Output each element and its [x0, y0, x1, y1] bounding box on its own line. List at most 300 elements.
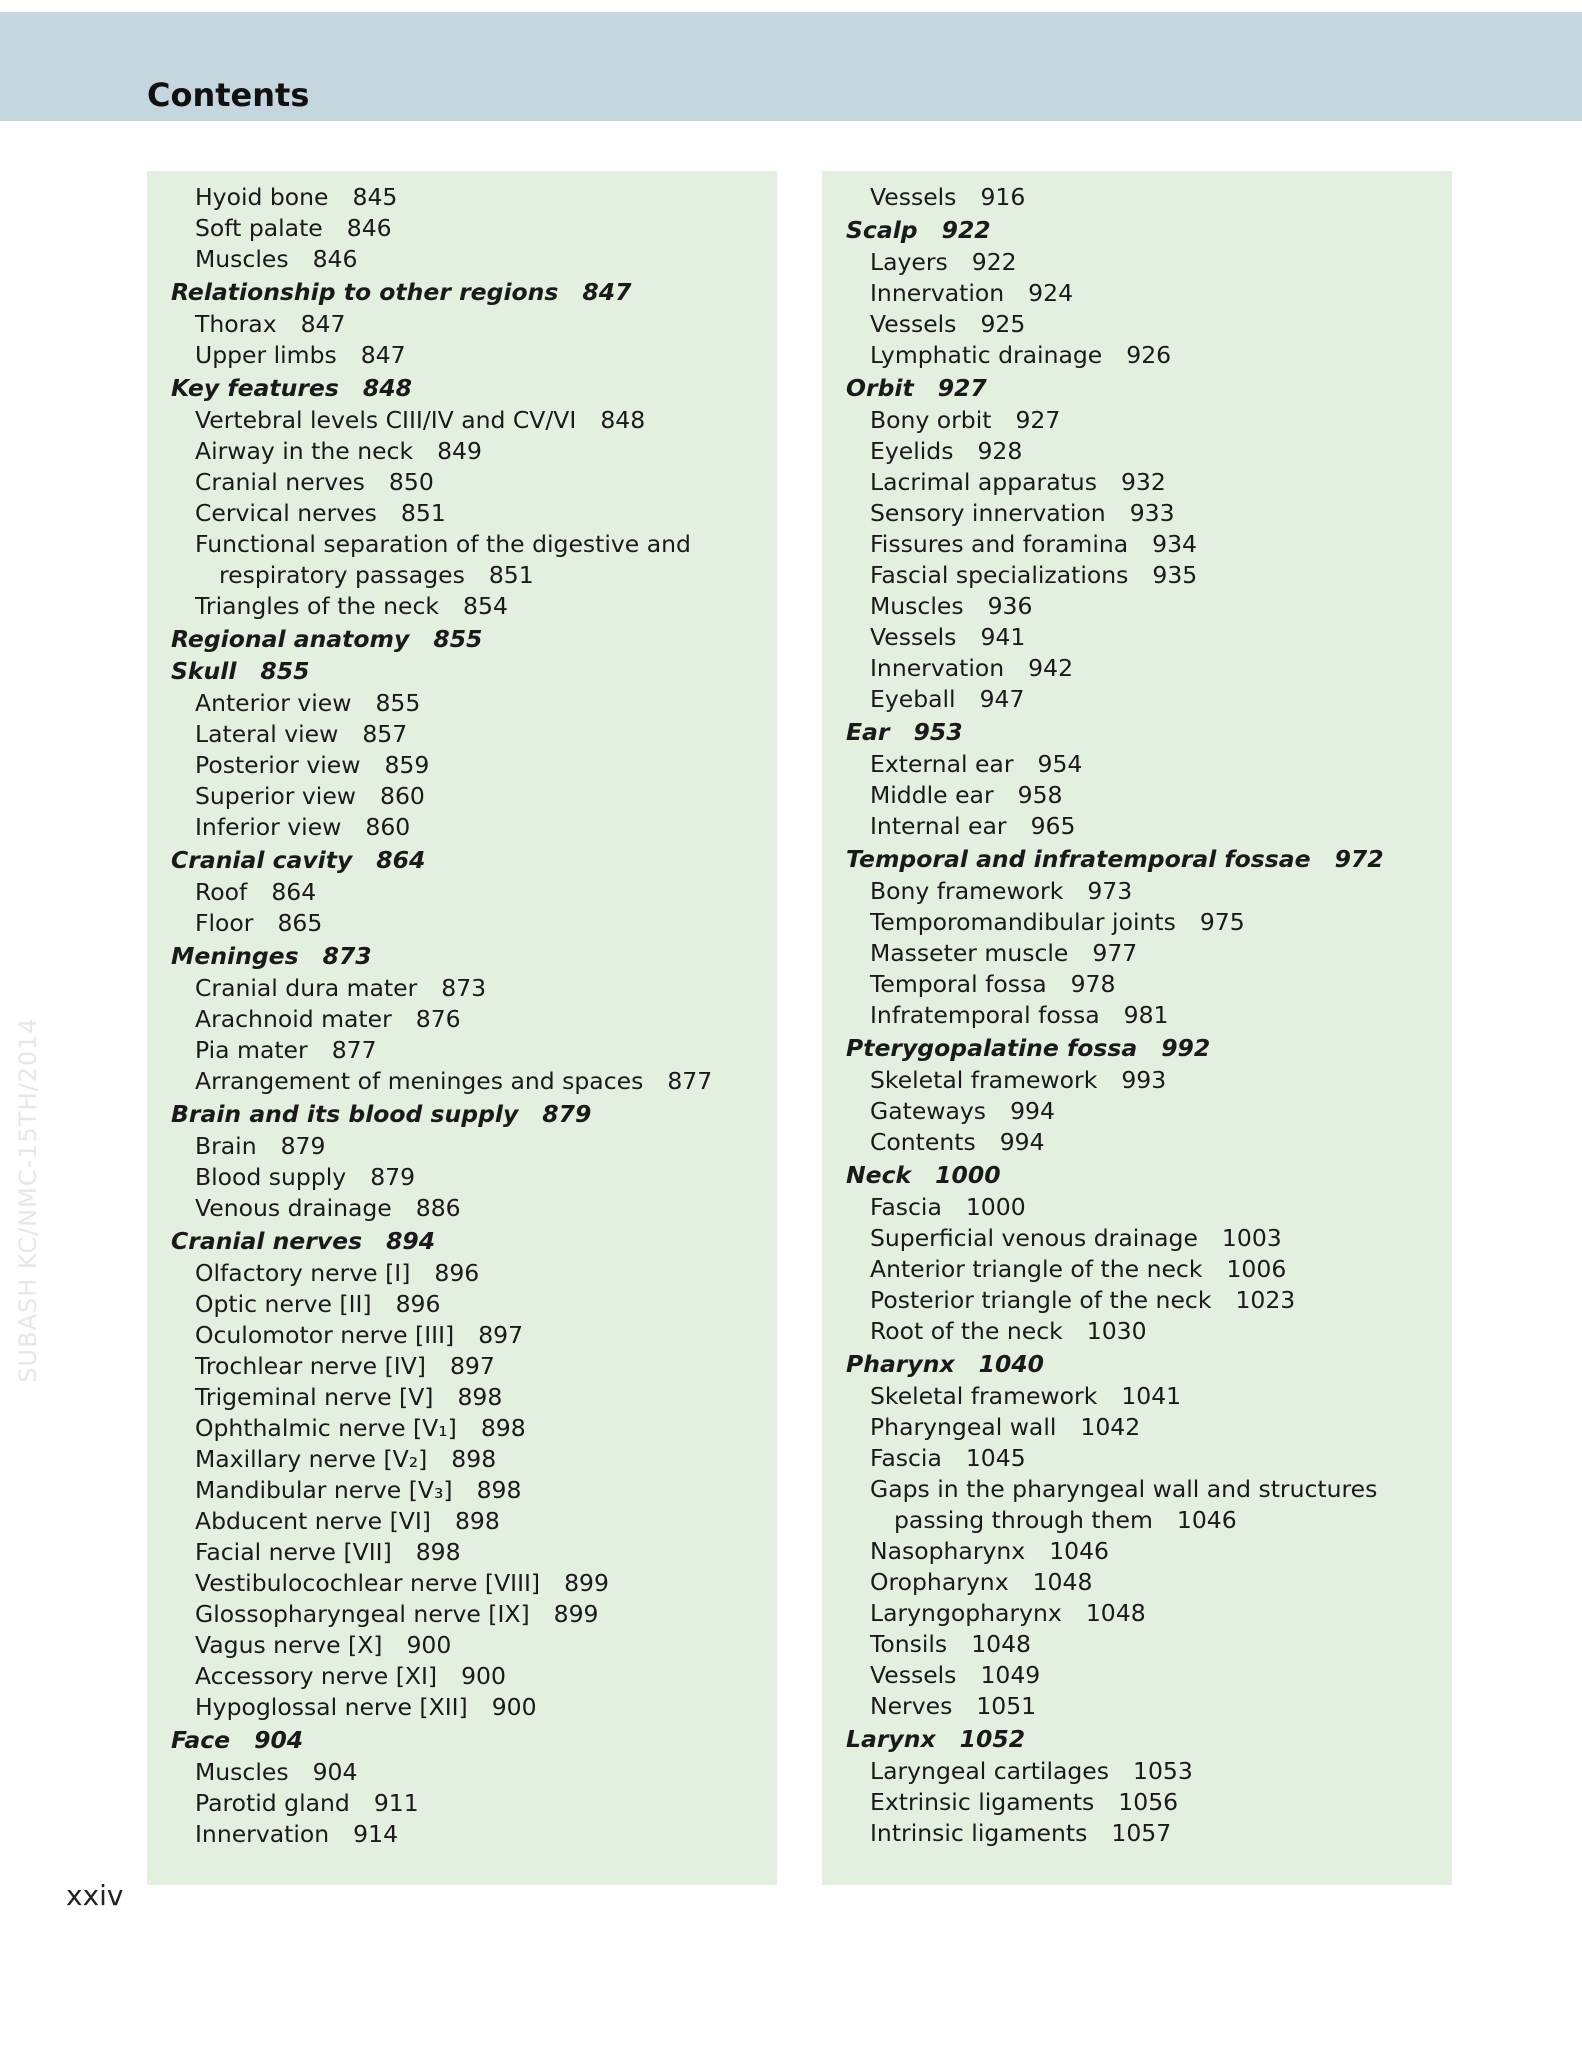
toc-entry-title: Bony framework [870, 877, 1064, 905]
toc-entry[interactable] [822, 653, 1452, 684]
toc-entry-page: 848 [600, 406, 646, 434]
toc-entry[interactable] [147, 1351, 777, 1382]
toc-section-heading[interactable] [147, 277, 777, 307]
toc-entry[interactable] [147, 1066, 777, 1097]
toc-entry[interactable] [822, 247, 1452, 278]
toc-entry-title: Oropharynx [870, 1568, 1009, 1596]
toc-entry[interactable] [822, 1412, 1452, 1443]
toc-entry[interactable] [822, 1127, 1452, 1158]
toc-entry-page: 845 [352, 183, 398, 211]
toc-entry-title: Vessels [870, 1661, 957, 1689]
toc-section-heading[interactable] [147, 373, 777, 403]
toc-entry-title: Glossopharyngeal nerve [IX] [195, 1600, 530, 1628]
toc-entry-page: 898 [415, 1538, 461, 1566]
toc-entry-title: Maxillary nerve [V₂] [195, 1445, 428, 1473]
toc-entry-title: Pia mater [195, 1036, 308, 1064]
toc-entry-page: 904 [312, 1758, 358, 1786]
toc-entry-title: Upper limbs [195, 341, 337, 369]
toc-entry-title: Fascia [870, 1444, 942, 1472]
toc-entry-page: 848 [362, 374, 412, 402]
toc-entry-page: 994 [1010, 1097, 1055, 1125]
toc-entry-page: 879 [542, 1100, 592, 1128]
toc-entry-title: Face [171, 1726, 231, 1754]
toc-entry[interactable] [822, 1598, 1452, 1629]
toc-entry-page: 1048 [1032, 1568, 1093, 1596]
toc-entry[interactable] [822, 309, 1452, 340]
toc-entry-title: Vessels [870, 183, 957, 211]
toc-entry[interactable] [822, 560, 1452, 591]
toc-entry-page: 857 [362, 720, 408, 748]
toc-section-heading[interactable] [147, 1099, 777, 1129]
toc-entry-page: 855 [375, 689, 421, 717]
toc-entry-page: 898 [457, 1383, 503, 1411]
toc-entry-page: 846 [346, 214, 392, 242]
toc-entry-page: 850 [388, 468, 434, 496]
toc-entry-title: Vessels [870, 310, 957, 338]
toc-entry-title: Ear [846, 718, 890, 746]
toc-entry-page: 1052 [959, 1725, 1026, 1753]
toc-entry-title: Blood supply [195, 1163, 347, 1191]
toc-entry-page: 932 [1120, 468, 1166, 496]
toc-entry-title: Thorax [195, 310, 277, 338]
toc-entry-title: Muscles [195, 245, 289, 273]
toc-entry-title: Pterygopalatine fossa [846, 1034, 1138, 1062]
toc-entry-page: 898 [451, 1445, 497, 1473]
toc-entry-title: Infratemporal fossa [870, 1001, 1100, 1029]
toc-entry[interactable] [822, 1536, 1452, 1567]
toc-entry-page: 977 [1092, 939, 1138, 967]
toc-entry[interactable] [822, 182, 1452, 213]
toc-entry-page: 994 [999, 1128, 1045, 1156]
toc-entry-title: Cranial dura mater [195, 974, 418, 1002]
toc-entry-page: 927 [937, 374, 987, 402]
toc-section-heading[interactable] [147, 1725, 777, 1755]
toc-entry-page: 975 [1199, 908, 1245, 936]
toc-entry[interactable] [147, 1788, 777, 1819]
toc-entry[interactable] [147, 1661, 777, 1692]
toc-entry[interactable] [147, 750, 777, 781]
toc-entry-page: 865 [277, 909, 323, 937]
toc-entry-page: 899 [553, 1600, 599, 1628]
toc-entry-page: 1000 [935, 1161, 1001, 1189]
toc-entry[interactable] [822, 1818, 1452, 1849]
toc-entry-title: Layers [870, 248, 948, 276]
toc-entry-title: Lacrimal apparatus [870, 468, 1097, 496]
toc-entry[interactable] [147, 309, 777, 340]
toc-entry-title: Internal ear [870, 812, 1007, 840]
toc-entry-title: Cranial cavity [171, 846, 353, 874]
toc-entry-title: Nerves [870, 1692, 953, 1720]
toc-entry-title: Cranial nerves [195, 468, 365, 496]
toc-section-heading[interactable] [822, 373, 1452, 403]
toc-entry[interactable] [822, 436, 1452, 467]
toc-entry[interactable] [822, 1474, 1452, 1536]
toc-entry[interactable] [822, 405, 1452, 436]
toc-entry-page: 1048 [1085, 1599, 1146, 1627]
toc-entry[interactable] [822, 1629, 1452, 1660]
toc-section-heading[interactable] [147, 845, 777, 875]
toc-entry-title: Venous drainage [195, 1194, 392, 1222]
toc-entry[interactable] [147, 1506, 777, 1537]
toc-entry[interactable] [147, 908, 777, 939]
toc-entry-page: 1048 [971, 1630, 1031, 1658]
toc-entry-title: Muscles [870, 592, 964, 620]
toc-section-heading[interactable] [822, 1160, 1452, 1190]
toc-entry[interactable] [822, 1065, 1452, 1096]
toc-entry-title: Superficial venous drainage [870, 1224, 1198, 1252]
toc-entry[interactable] [822, 1316, 1452, 1347]
toc-entry-page: 981 [1123, 1001, 1169, 1029]
toc-entry[interactable] [822, 969, 1452, 1000]
toc-section-heading[interactable] [822, 1724, 1452, 1754]
toc-entry-title: Scalp [846, 216, 918, 244]
toc-entry-title: Posterior triangle of the neck [870, 1286, 1212, 1314]
toc-entry-title: Fascial specializations [870, 561, 1129, 589]
toc-entry-page: 972 [1334, 845, 1384, 873]
toc-entry-page: 1046 [1049, 1537, 1109, 1565]
toc-entry[interactable] [822, 684, 1452, 715]
toc-section-heading[interactable] [822, 1033, 1452, 1063]
toc-entry-page: 925 [980, 310, 1026, 338]
toc-entry[interactable] [822, 1254, 1452, 1285]
toc-entry-page: 900 [491, 1693, 537, 1721]
toc-entry[interactable] [147, 1537, 777, 1568]
toc-entry[interactable] [147, 591, 777, 622]
toc-entry-title: Roof [195, 878, 248, 906]
toc-entry[interactable] [147, 1289, 777, 1320]
toc-entry-page: 1006 [1226, 1255, 1287, 1283]
toc-entry-page: 860 [380, 782, 425, 810]
toc-entry[interactable] [147, 1568, 777, 1599]
toc-section-heading[interactable] [147, 624, 777, 654]
toc-entry-title: Vestibulocochlear nerve [VIII] [195, 1569, 541, 1597]
toc-entry-page: 1057 [1111, 1819, 1172, 1847]
toc-section-heading[interactable] [822, 1349, 1452, 1379]
toc-entry-page: 898 [480, 1414, 526, 1442]
toc-entry-title: Skull [171, 657, 237, 685]
toc-entry-page: 899 [564, 1569, 609, 1597]
toc-entry-title: Regional anatomy [171, 625, 410, 653]
toc-column-right [822, 171, 1452, 1885]
toc-entry-title: Fissures and foramina [870, 530, 1129, 558]
toc-entry[interactable] [147, 1630, 777, 1661]
toc-entry-page: 877 [331, 1036, 377, 1064]
toc-entry-page: 992 [1161, 1034, 1211, 1062]
toc-entry[interactable] [147, 1035, 777, 1066]
toc-entry[interactable] [822, 1787, 1452, 1818]
toc-entry[interactable] [822, 1660, 1452, 1691]
toc-entry-title: Airway in the neck [195, 437, 414, 465]
toc-entry-page: 879 [280, 1132, 326, 1160]
toc-entry-page: 1049 [980, 1661, 1041, 1689]
toc-entry-page: 927 [1015, 406, 1061, 434]
toc-entry-page: 1003 [1221, 1224, 1282, 1252]
toc-entry-page: 864 [271, 878, 317, 906]
toc-entry-title: Functional separation of the digestive and respiratory passages [195, 530, 691, 589]
toc-entry[interactable] [147, 1193, 777, 1224]
toc-entry[interactable] [147, 973, 777, 1004]
toc-entry-page: 879 [370, 1163, 416, 1191]
toc-entry-title: Parotid gland [195, 1789, 350, 1817]
toc-entry-title: Vertebral levels CIII/IV and CV/VI [195, 406, 577, 434]
toc-entry-title: Neck [846, 1161, 912, 1189]
toc-entry-title: Trochlear nerve [IV] [195, 1352, 426, 1380]
toc-entry-title: Triangles of the neck [195, 592, 440, 620]
toc-entry-page: 855 [433, 625, 483, 653]
toc-entry-page: 873 [441, 974, 487, 1002]
toc-entry-title: Oculomotor nerve [III] [195, 1321, 455, 1349]
toc-entry[interactable] [822, 1096, 1452, 1127]
toc-section-heading[interactable] [822, 844, 1452, 874]
toc-entry-page: 898 [454, 1507, 500, 1535]
toc-entry-title: Gaps in the pharyngeal wall and structures passing through them [870, 1475, 1378, 1534]
toc-entry-title: Temporal fossa [870, 970, 1047, 998]
toc-entry-page: 1041 [1121, 1382, 1182, 1410]
toc-entry[interactable] [147, 182, 777, 213]
toc-entry-title: Temporomandibular joints [870, 908, 1176, 936]
toc-section-heading[interactable] [147, 941, 777, 971]
toc-entry-page: 849 [437, 437, 482, 465]
page-number: xxiv [66, 1879, 124, 1912]
toc-entry-title: Eyelids [870, 437, 954, 465]
toc-entry-page: 876 [415, 1005, 461, 1033]
toc-entry-page: 993 [1121, 1066, 1167, 1094]
toc-entry[interactable] [147, 1444, 777, 1475]
toc-entry[interactable] [147, 877, 777, 908]
toc-entry-page: 1040 [978, 1350, 1045, 1378]
toc-entry[interactable] [147, 244, 777, 275]
toc-entry-title: Muscles [195, 1758, 289, 1786]
toc-entry-title: Cranial nerves [171, 1227, 363, 1255]
toc-entry-title: Eyeball [870, 685, 956, 713]
toc-entry[interactable] [822, 907, 1452, 938]
toc-entry[interactable] [822, 780, 1452, 811]
toc-entry-title: Brain [195, 1132, 257, 1160]
toc-entry-page: 958 [1017, 781, 1063, 809]
toc-entry-page: 922 [971, 248, 1017, 276]
toc-entry-page: 922 [941, 216, 991, 244]
toc-entry-page: 854 [463, 592, 508, 620]
toc-entry-title: Temporal and infratemporal fossae [846, 845, 1311, 873]
toc-entry[interactable] [147, 1599, 777, 1630]
toc-entry[interactable] [822, 1756, 1452, 1787]
toc-entry[interactable] [147, 1475, 777, 1506]
toc-entry-title: Facial nerve [VII] [195, 1538, 392, 1566]
toc-entry[interactable] [147, 1004, 777, 1035]
toc-entry-page: 1023 [1235, 1286, 1296, 1314]
toc-entry[interactable] [822, 1285, 1452, 1316]
toc-entry[interactable] [147, 719, 777, 750]
toc-entry[interactable] [147, 405, 777, 436]
toc-entry-title: Innervation [870, 279, 1005, 307]
toc-entry-page: 926 [1126, 341, 1172, 369]
toc-entry-title: Extrinsic ligaments [870, 1788, 1095, 1816]
toc-entry-page: 942 [1028, 654, 1074, 682]
toc-entry-page: 851 [400, 499, 446, 527]
toc-entry-title: Vessels [870, 623, 957, 651]
toc-entry[interactable] [147, 498, 777, 529]
toc-entry[interactable] [822, 1691, 1452, 1722]
toc-section-heading[interactable] [147, 1226, 777, 1256]
toc-entry-page: 1045 [965, 1444, 1026, 1472]
toc-entry[interactable] [822, 1223, 1452, 1254]
toc-entry-page: 916 [980, 183, 1026, 211]
page-title: Contents [147, 76, 310, 114]
toc-entry-page: 1046 [1176, 1506, 1237, 1534]
toc-entry-title: Innervation [195, 1820, 330, 1848]
toc-entry-title: Sensory innervation [870, 499, 1106, 527]
toc-entry-page: 924 [1028, 279, 1074, 307]
toc-entry-title: Trigeminal nerve [V] [195, 1383, 434, 1411]
toc-entry-page: 941 [980, 623, 1026, 651]
toc-section-heading[interactable] [822, 215, 1452, 245]
toc-entry-page: 897 [478, 1321, 524, 1349]
toc-entry[interactable] [822, 811, 1452, 842]
toc-entry[interactable] [147, 213, 777, 244]
toc-entry-title: Root of the neck [870, 1317, 1063, 1345]
toc-entry[interactable] [822, 1567, 1452, 1598]
toc-entry-page: 911 [373, 1789, 419, 1817]
toc-entry[interactable] [147, 1258, 777, 1289]
toc-entry[interactable] [147, 688, 777, 719]
toc-entry-title: Orbit [846, 374, 914, 402]
toc-entry-page: 1030 [1086, 1317, 1147, 1345]
toc-entry-title: Meninges [171, 942, 299, 970]
toc-entry-page: 953 [913, 718, 963, 746]
toc-entry-title: Anterior view [195, 689, 352, 717]
toc-entry-title: Lymphatic drainage [870, 341, 1103, 369]
toc-entry-page: 896 [395, 1290, 441, 1318]
toc-entry[interactable] [822, 498, 1452, 529]
toc-entry-page: 900 [406, 1631, 452, 1659]
toc-entry-title: Pharyngeal wall [870, 1413, 1057, 1441]
toc-entry[interactable] [147, 1692, 777, 1723]
toc-entry-title: Soft palate [195, 214, 323, 242]
toc-entry-page: 933 [1129, 499, 1175, 527]
toc-entry-page: 973 [1087, 877, 1133, 905]
toc-entry[interactable] [147, 529, 777, 591]
toc-entry[interactable] [147, 436, 777, 467]
toc-entry-page: 1053 [1133, 1757, 1193, 1785]
toc-entry[interactable] [147, 340, 777, 371]
toc-entry-title: Skeletal framework [870, 1066, 1098, 1094]
toc-entry[interactable] [822, 1381, 1452, 1412]
toc-entry-page: 1000 [965, 1193, 1026, 1221]
toc-entry[interactable] [147, 467, 777, 498]
toc-entry-page: 934 [1152, 530, 1198, 558]
toc-entry-title: Olfactory nerve [I] [195, 1259, 411, 1287]
toc-entry[interactable] [822, 1443, 1452, 1474]
toc-entry-page: 978 [1070, 970, 1116, 998]
toc-entry[interactable] [822, 278, 1452, 309]
toc-section-heading[interactable] [822, 717, 1452, 747]
toc-entry-title: Accessory nerve [XI] [195, 1662, 438, 1690]
toc-entry[interactable] [147, 1382, 777, 1413]
toc-entry-title: External ear [870, 750, 1014, 778]
toc-entry-title: Posterior view [195, 751, 361, 779]
toc-entry-title: Abducent nerve [VI] [195, 1507, 431, 1535]
toc-entry[interactable] [147, 1757, 777, 1788]
toc-entry-title: Nasopharynx [870, 1537, 1026, 1565]
toc-entry-title: Pharynx [846, 1350, 955, 1378]
toc-column-left [147, 171, 777, 1885]
toc-entry-title: Mandibular nerve [V₃] [195, 1476, 453, 1504]
toc-entry-title: Laryngopharynx [870, 1599, 1062, 1627]
toc-entry-title: Tonsils [870, 1630, 948, 1658]
toc-entry[interactable] [822, 529, 1452, 560]
toc-entry-page: 936 [987, 592, 1033, 620]
toc-entry-page: 855 [260, 657, 310, 685]
page-header [0, 12, 1582, 121]
toc-entry-page: 859 [384, 751, 430, 779]
toc-entry[interactable] [822, 591, 1452, 622]
toc-entry[interactable] [822, 749, 1452, 780]
toc-entry[interactable] [147, 1413, 777, 1444]
toc-entry-page: 954 [1037, 750, 1083, 778]
toc-entry[interactable] [822, 938, 1452, 969]
toc-entry-title: Hypoglossal nerve [XII] [195, 1693, 468, 1721]
toc-entry-title: Middle ear [870, 781, 994, 809]
toc-entry[interactable] [147, 1162, 777, 1193]
toc-entry-page: 896 [434, 1259, 480, 1287]
toc-entry-page: 898 [476, 1476, 522, 1504]
toc-entry-title: Fascia [870, 1193, 942, 1221]
toc-entry[interactable] [822, 340, 1452, 371]
toc-entry-page: 894 [386, 1227, 436, 1255]
toc-entry-title: Arrangement of meninges and spaces [195, 1067, 644, 1095]
toc-entry-page: 877 [667, 1067, 713, 1095]
toc-entry[interactable] [822, 1192, 1452, 1223]
toc-entry-page: 900 [461, 1662, 506, 1690]
toc-entry-page: 947 [979, 685, 1025, 713]
toc-entry-title: Superior view [195, 782, 357, 810]
toc-entry[interactable] [822, 622, 1452, 653]
toc-entry[interactable] [147, 812, 777, 843]
toc-entry[interactable] [147, 781, 777, 812]
toc-entry-page: 904 [254, 1726, 304, 1754]
toc-entry-title: Optic nerve [II] [195, 1290, 372, 1318]
toc-entry[interactable] [822, 1000, 1452, 1031]
toc-entry-page: 914 [353, 1820, 399, 1848]
toc-entry[interactable] [822, 467, 1452, 498]
toc-entry-page: 847 [582, 278, 632, 306]
toc-entry-title: Bony orbit [870, 406, 992, 434]
toc-entry[interactable] [147, 1819, 777, 1850]
toc-entry[interactable] [147, 1320, 777, 1351]
toc-entry[interactable] [147, 1131, 777, 1162]
toc-section-heading[interactable] [147, 656, 777, 686]
toc-entry-page: 1056 [1118, 1788, 1179, 1816]
toc-entry-title: Contents [870, 1128, 976, 1156]
toc-entry-title: Lateral view [195, 720, 339, 748]
watermark-text: SUBASH KC/NMC-15TH/2014 [14, 1017, 42, 1383]
toc-entry-page: 886 [415, 1194, 461, 1222]
toc-entry-title: Hyoid bone [195, 183, 329, 211]
toc-entry-title: Arachnoid mater [195, 1005, 392, 1033]
toc-entry-page: 873 [322, 942, 372, 970]
toc-entry-page: 1051 [976, 1692, 1037, 1720]
toc-entry-title: Gateways [870, 1097, 987, 1125]
toc-entry-page: 847 [300, 310, 346, 338]
toc-entry[interactable] [822, 876, 1452, 907]
toc-entry-page: 935 [1152, 561, 1198, 589]
toc-entry-title: Brain and its blood supply [171, 1100, 519, 1128]
toc-entry-title: Ophthalmic nerve [V₁] [195, 1414, 457, 1442]
toc-entry-title: Cervical nerves [195, 499, 377, 527]
toc-entry-page: 860 [365, 813, 411, 841]
toc-entry-page: 864 [376, 846, 426, 874]
toc-entry-title: Relationship to other regions [171, 278, 559, 306]
